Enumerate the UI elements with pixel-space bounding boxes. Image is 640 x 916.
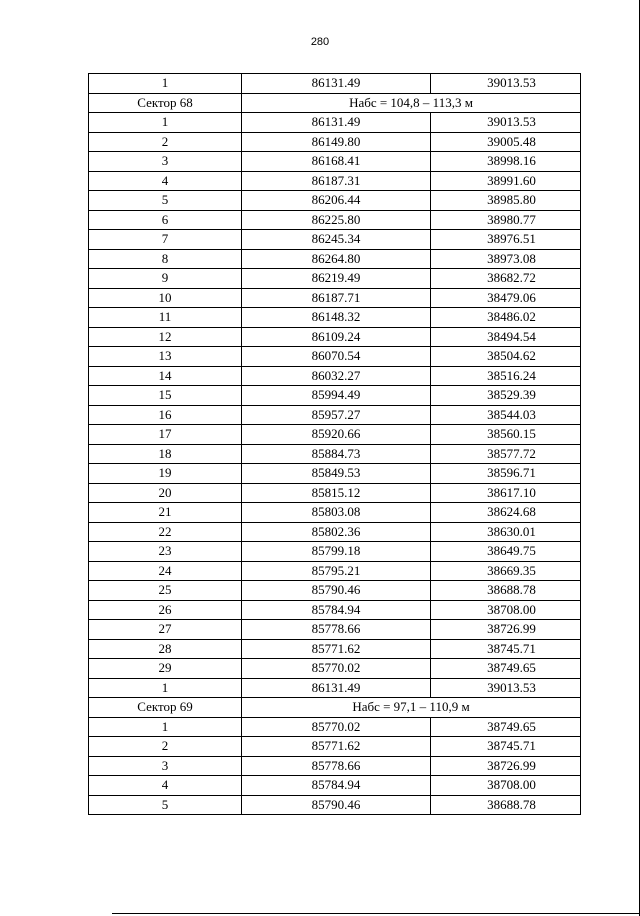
table-row (89, 581, 581, 601)
x-coordinate-cell: 85778.66 (242, 756, 431, 776)
point-number-cell: 21 (89, 503, 242, 523)
point-number-cell: 11 (89, 308, 242, 328)
x-coordinate-cell: 85790.46 (242, 795, 431, 815)
y-coordinate-cell: 38749.65 (431, 717, 581, 737)
y-coordinate-cell: 38617.10 (431, 483, 581, 503)
x-coordinate-cell: 85802.36 (242, 522, 431, 542)
x-coordinate-cell: 85778.66 (242, 620, 431, 640)
x-coordinate-cell: 85957.27 (242, 405, 431, 425)
x-coordinate-cell: 85920.66 (242, 425, 431, 445)
table-row (89, 795, 581, 815)
y-coordinate-cell: 39013.53 (431, 113, 581, 133)
y-coordinate-cell: 38529.39 (431, 386, 581, 406)
y-coordinate-cell: 38494.54 (431, 327, 581, 347)
y-coordinate-cell: 38669.35 (431, 561, 581, 581)
y-coordinate-cell: 38973.08 (431, 249, 581, 269)
point-number-cell: 4 (89, 776, 242, 796)
y-coordinate-cell: 38688.78 (431, 581, 581, 601)
y-coordinate-cell: 38991.60 (431, 171, 581, 191)
point-number-cell: 16 (89, 405, 242, 425)
point-number-cell: 3 (89, 756, 242, 776)
table-row (89, 132, 581, 152)
table-row (89, 113, 581, 133)
table-row (89, 269, 581, 289)
table-row (89, 444, 581, 464)
table-row (89, 74, 581, 94)
table-row (89, 308, 581, 328)
point-number-cell: 1 (89, 74, 242, 94)
point-number-cell: 3 (89, 152, 242, 172)
table-row (89, 542, 581, 562)
point-number-cell: 4 (89, 171, 242, 191)
y-coordinate-cell: 38688.78 (431, 795, 581, 815)
table-row (89, 464, 581, 484)
x-coordinate-cell: 86168.41 (242, 152, 431, 172)
y-coordinate-cell: 38516.24 (431, 366, 581, 386)
table-row (89, 737, 581, 757)
y-coordinate-cell: 39013.53 (431, 678, 581, 698)
x-coordinate-cell: 86109.24 (242, 327, 431, 347)
sector-height-range: Набс = 104,8 – 113,3 м (242, 93, 581, 113)
footer-rule (112, 913, 640, 914)
x-coordinate-cell: 86245.34 (242, 230, 431, 250)
table-row (89, 756, 581, 776)
y-coordinate-cell: 38544.03 (431, 405, 581, 425)
point-number-cell: 28 (89, 639, 242, 659)
x-coordinate-cell: 85770.02 (242, 717, 431, 737)
point-number-cell: 1 (89, 678, 242, 698)
sector-label: Сектор 68 (89, 93, 242, 113)
y-coordinate-cell: 38504.62 (431, 347, 581, 367)
x-coordinate-cell: 85795.21 (242, 561, 431, 581)
x-coordinate-cell: 85884.73 (242, 444, 431, 464)
point-number-cell: 27 (89, 620, 242, 640)
y-coordinate-cell: 38976.51 (431, 230, 581, 250)
point-number-cell: 13 (89, 347, 242, 367)
table-row (89, 600, 581, 620)
coordinates-table (88, 73, 581, 815)
y-coordinate-cell: 38708.00 (431, 600, 581, 620)
table-row (89, 503, 581, 523)
table-row (89, 171, 581, 191)
point-number-cell: 5 (89, 795, 242, 815)
point-number-cell: 20 (89, 483, 242, 503)
x-coordinate-cell: 85994.49 (242, 386, 431, 406)
x-coordinate-cell: 86206.44 (242, 191, 431, 211)
y-coordinate-cell: 38560.15 (431, 425, 581, 445)
point-number-cell: 5 (89, 191, 242, 211)
x-coordinate-cell: 85849.53 (242, 464, 431, 484)
y-coordinate-cell: 38486.02 (431, 308, 581, 328)
point-number-cell: 9 (89, 269, 242, 289)
table-row (89, 425, 581, 445)
y-coordinate-cell: 38726.99 (431, 620, 581, 640)
x-coordinate-cell: 85784.94 (242, 600, 431, 620)
table-row (89, 483, 581, 503)
point-number-cell: 25 (89, 581, 242, 601)
point-number-cell: 17 (89, 425, 242, 445)
y-coordinate-cell: 38577.72 (431, 444, 581, 464)
point-number-cell: 18 (89, 444, 242, 464)
point-number-cell: 12 (89, 327, 242, 347)
y-coordinate-cell: 38682.72 (431, 269, 581, 289)
x-coordinate-cell: 85771.62 (242, 737, 431, 757)
point-number-cell: 19 (89, 464, 242, 484)
y-coordinate-cell: 38649.75 (431, 542, 581, 562)
coordinates-table-body (89, 74, 581, 815)
x-coordinate-cell: 85803.08 (242, 503, 431, 523)
x-coordinate-cell: 86264.80 (242, 249, 431, 269)
y-coordinate-cell: 38479.06 (431, 288, 581, 308)
table-row (89, 152, 581, 172)
point-number-cell: 23 (89, 542, 242, 562)
y-coordinate-cell: 38749.65 (431, 659, 581, 679)
y-coordinate-cell: 39005.48 (431, 132, 581, 152)
sector-label: Сектор 69 (89, 698, 242, 718)
sector-header-row (89, 93, 581, 113)
point-number-cell: 29 (89, 659, 242, 679)
table-row (89, 347, 581, 367)
x-coordinate-cell: 86148.32 (242, 308, 431, 328)
y-coordinate-cell: 38726.99 (431, 756, 581, 776)
table-row (89, 620, 581, 640)
page-number: 280 (310, 36, 330, 48)
point-number-cell: 1 (89, 717, 242, 737)
y-coordinate-cell: 38745.71 (431, 639, 581, 659)
table-row (89, 561, 581, 581)
y-coordinate-cell: 39013.53 (431, 74, 581, 94)
point-number-cell: 2 (89, 737, 242, 757)
x-coordinate-cell: 85799.18 (242, 542, 431, 562)
point-number-cell: 1 (89, 113, 242, 133)
sector-header-row (89, 698, 581, 718)
x-coordinate-cell: 85790.46 (242, 581, 431, 601)
y-coordinate-cell: 38630.01 (431, 522, 581, 542)
x-coordinate-cell: 86219.49 (242, 269, 431, 289)
table-row (89, 717, 581, 737)
x-coordinate-cell: 86131.49 (242, 678, 431, 698)
table-row (89, 678, 581, 698)
x-coordinate-cell: 86187.71 (242, 288, 431, 308)
y-coordinate-cell: 38624.68 (431, 503, 581, 523)
x-coordinate-cell: 86187.31 (242, 171, 431, 191)
x-coordinate-cell: 85815.12 (242, 483, 431, 503)
point-number-cell: 2 (89, 132, 242, 152)
table-row (89, 249, 581, 269)
point-number-cell: 22 (89, 522, 242, 542)
point-number-cell: 15 (89, 386, 242, 406)
x-coordinate-cell: 86131.49 (242, 113, 431, 133)
point-number-cell: 10 (89, 288, 242, 308)
table-row (89, 522, 581, 542)
y-coordinate-cell: 38980.77 (431, 210, 581, 230)
point-number-cell: 8 (89, 249, 242, 269)
table-row (89, 659, 581, 679)
point-number-cell: 26 (89, 600, 242, 620)
point-number-cell: 14 (89, 366, 242, 386)
table-row (89, 288, 581, 308)
y-coordinate-cell: 38998.16 (431, 152, 581, 172)
sector-height-range: Набс = 97,1 – 110,9 м (242, 698, 581, 718)
table-row (89, 639, 581, 659)
y-coordinate-cell: 38745.71 (431, 737, 581, 757)
x-coordinate-cell: 86225.80 (242, 210, 431, 230)
point-number-cell: 7 (89, 230, 242, 250)
y-coordinate-cell: 38708.00 (431, 776, 581, 796)
x-coordinate-cell: 86149.80 (242, 132, 431, 152)
x-coordinate-cell: 85770.02 (242, 659, 431, 679)
point-number-cell: 24 (89, 561, 242, 581)
y-coordinate-cell: 38596.71 (431, 464, 581, 484)
table-row (89, 210, 581, 230)
y-coordinate-cell: 38985.80 (431, 191, 581, 211)
x-coordinate-cell: 86070.54 (242, 347, 431, 367)
table-row (89, 366, 581, 386)
table-row (89, 386, 581, 406)
x-coordinate-cell: 86131.49 (242, 74, 431, 94)
point-number-cell: 6 (89, 210, 242, 230)
table-row (89, 405, 581, 425)
table-row (89, 230, 581, 250)
x-coordinate-cell: 85771.62 (242, 639, 431, 659)
table-row (89, 327, 581, 347)
x-coordinate-cell: 85784.94 (242, 776, 431, 796)
table-row (89, 191, 581, 211)
table-row (89, 776, 581, 796)
x-coordinate-cell: 86032.27 (242, 366, 431, 386)
